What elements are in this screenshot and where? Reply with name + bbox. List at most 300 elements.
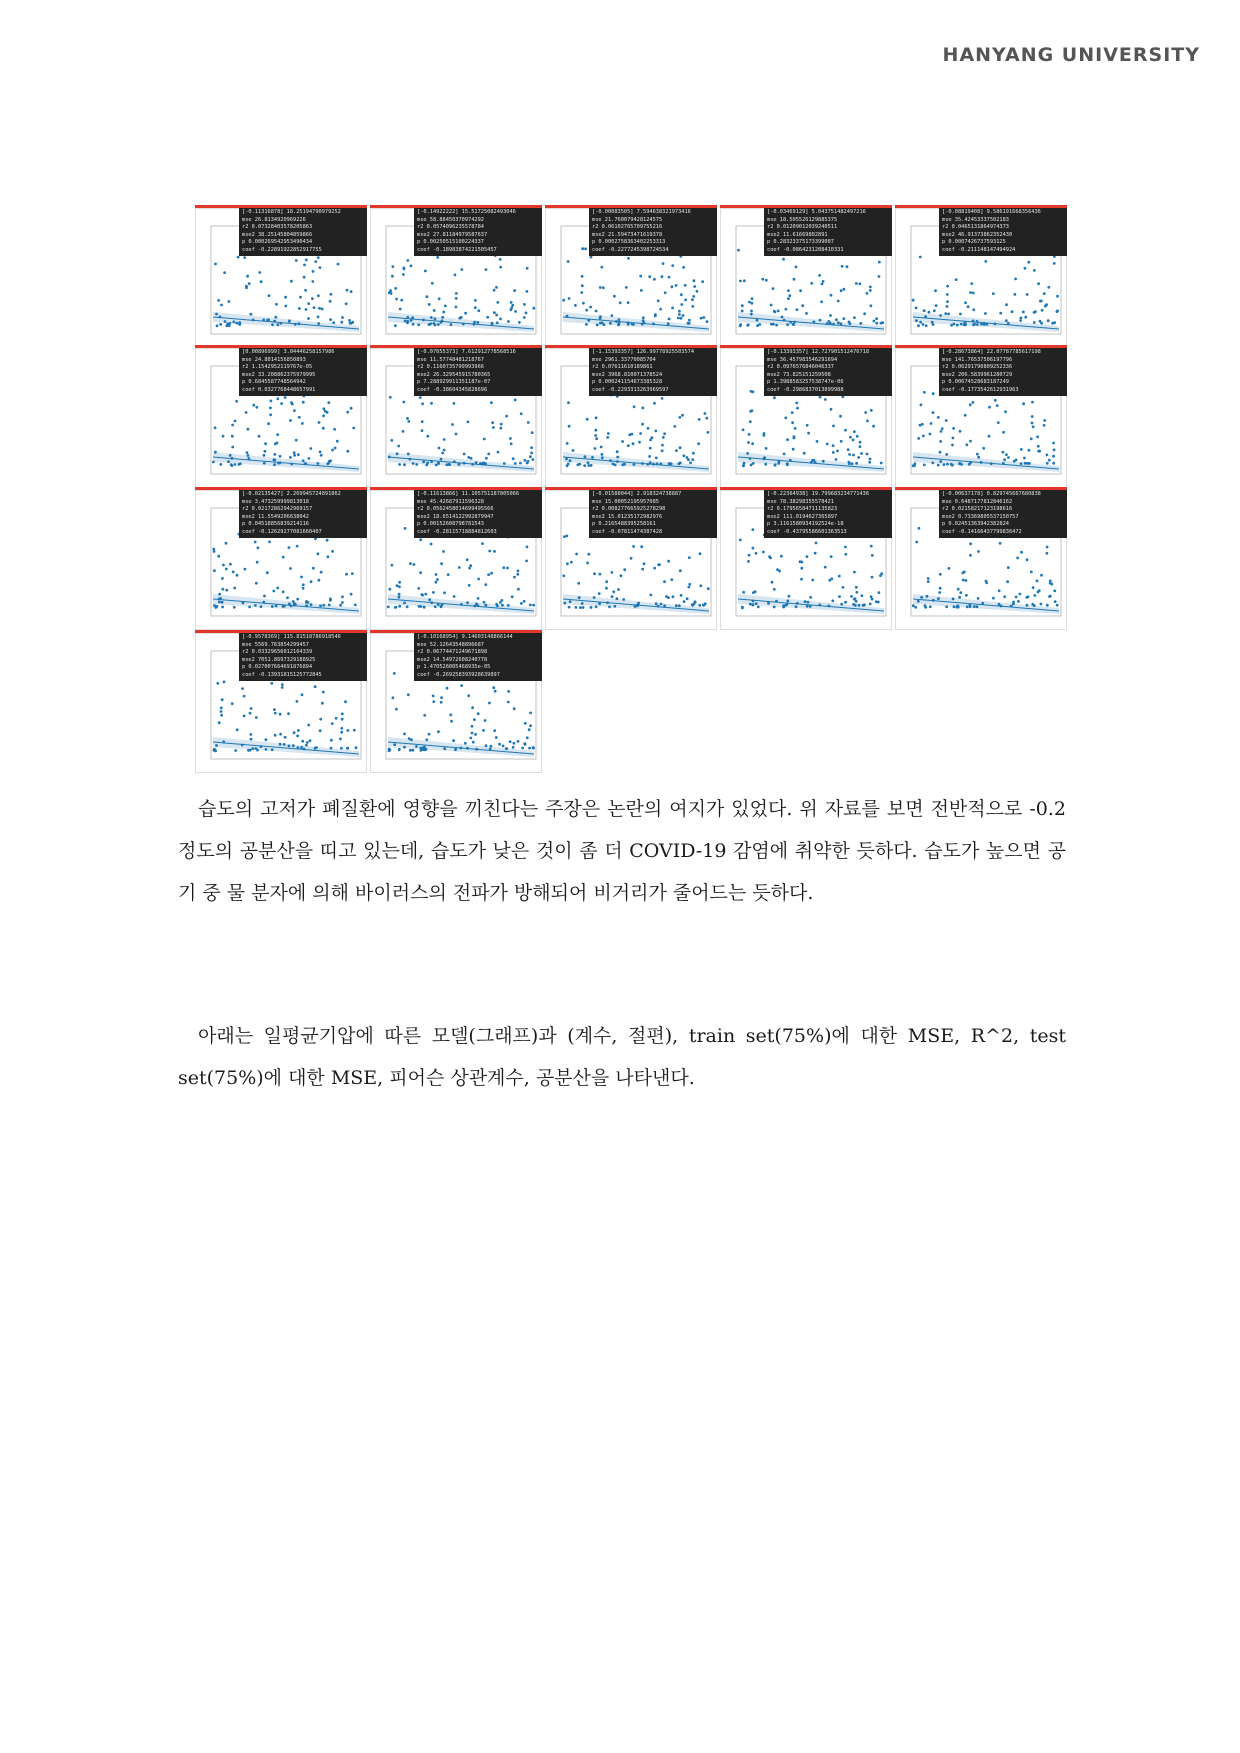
data-point (474, 299, 477, 302)
data-point (488, 702, 491, 705)
figure-panel-2 (370, 205, 542, 348)
data-point (231, 435, 234, 438)
data-point (961, 572, 964, 575)
data-point (750, 390, 753, 393)
metric-line: p 0.02451363942382824 (942, 521, 1009, 528)
data-point (842, 586, 845, 589)
figure-panel-7 (370, 345, 542, 488)
confidence-band (913, 594, 1059, 614)
data-point (219, 463, 222, 466)
data-point (421, 429, 424, 432)
data-point (279, 713, 282, 716)
data-point (671, 307, 674, 310)
data-point (1012, 601, 1015, 604)
data-point (686, 597, 689, 600)
confidence-band (913, 452, 1059, 472)
data-point (661, 449, 664, 452)
data-point (595, 310, 598, 313)
metric-line: coef -0.2277245398724534 (592, 246, 669, 253)
metric-line: mse2 33.208862375979995 (242, 371, 316, 378)
data-point (424, 593, 427, 596)
data-point (265, 738, 268, 741)
data-point (274, 443, 277, 446)
data-point (856, 435, 859, 438)
data-point (661, 397, 664, 400)
data-point (505, 415, 508, 418)
data-point (250, 738, 253, 741)
regression-output-terminal (239, 633, 367, 681)
data-point (918, 527, 921, 530)
data-point (853, 598, 856, 601)
data-point (247, 428, 250, 431)
coef-intercept-line: [-0.13393357] 12.727901512476718 (767, 349, 870, 355)
data-point (495, 286, 498, 289)
data-point (590, 256, 593, 259)
data-point (485, 457, 488, 460)
data-point (617, 588, 620, 591)
data-point (419, 571, 422, 574)
data-point (284, 305, 287, 308)
metric-line: p 0.000241154673385328 (592, 379, 663, 386)
confidence-band (563, 452, 709, 472)
data-point (932, 411, 935, 414)
data-point (777, 310, 780, 313)
data-point (1052, 462, 1055, 465)
data-point (869, 289, 872, 292)
metric-line: mse2 38.25145804859866 (242, 231, 313, 238)
data-point (219, 323, 222, 326)
data-point (244, 568, 247, 571)
data-point (593, 572, 596, 575)
metric-line: coef -0.12629277081660407 (242, 528, 322, 535)
data-point (941, 427, 944, 430)
data-point (1049, 595, 1052, 598)
data-point (352, 427, 355, 430)
data-point (499, 258, 502, 261)
data-point (853, 316, 856, 319)
data-point (403, 733, 406, 736)
data-point (258, 271, 261, 274)
metric-line: p 0.00152608798781543 (417, 521, 484, 528)
data-point (575, 553, 578, 556)
data-point (299, 296, 302, 299)
data-point (1014, 278, 1017, 281)
data-point (298, 416, 301, 419)
data-point (859, 445, 862, 448)
metric-line: coef -0.07811474387428 (592, 528, 663, 535)
data-point (1003, 458, 1006, 461)
data-point (389, 396, 392, 399)
data-point (263, 595, 266, 598)
metric-line: mse2 46.91373862352430 (942, 231, 1013, 238)
data-point (606, 436, 609, 439)
data-point (300, 576, 303, 579)
regression-output-terminal (764, 208, 892, 256)
data-point (517, 588, 520, 591)
data-point (640, 289, 643, 292)
data-point (254, 541, 257, 544)
data-point (472, 741, 475, 744)
data-point (985, 581, 988, 584)
confidence-band (213, 594, 359, 614)
metric-line: mse 3.473259999813018 (242, 498, 309, 505)
data-point (577, 582, 580, 585)
data-point (269, 413, 272, 416)
data-point (594, 429, 597, 432)
data-point (605, 580, 608, 583)
data-point (689, 461, 692, 464)
data-point (682, 314, 685, 317)
data-point (838, 595, 841, 598)
data-point (513, 707, 516, 710)
data-point (293, 731, 296, 734)
data-point (663, 580, 666, 583)
data-point (344, 700, 347, 703)
data-point (529, 712, 532, 715)
data-point (339, 604, 342, 607)
data-point (970, 282, 973, 285)
data-point (432, 695, 435, 698)
data-point (263, 454, 266, 457)
data-point (290, 280, 293, 283)
data-point (831, 599, 834, 602)
data-point (692, 452, 695, 455)
data-point (750, 310, 753, 313)
metric-line: p 0.2165488395258161 (592, 521, 656, 528)
data-point (1016, 557, 1019, 560)
data-point (805, 312, 808, 315)
data-point (773, 396, 776, 399)
data-point (1026, 293, 1029, 296)
data-point (944, 312, 947, 315)
coef-intercept-line: [-0.14922222] 15.51725082493046 (417, 209, 516, 215)
paragraph-1-text: 습도의 고저가 폐질환에 영향을 끼친다는 주장은 논란의 여지가 있었다. 위 자료를 보면 전반적으로 -0.2정도의 공분산을 띠고 있는데, 습도가 낮은 것이 좀 더 COVID-19 감염에 취약한 듯하다. 습도가 높으면 공기 중 물 분자에 의해 바이러스의 전파가 방해되어 비거리가 줄어드는 듯하다. (178, 798, 1066, 904)
data-point (406, 259, 409, 262)
data-point (455, 306, 458, 309)
data-point (997, 421, 1000, 424)
data-point (460, 268, 463, 271)
data-point (308, 457, 311, 460)
data-point (739, 280, 742, 283)
data-point (1002, 431, 1005, 434)
coef-intercept-line: [-0.03469129] 5.043751482497216 (767, 209, 866, 215)
data-point (349, 322, 352, 325)
metric-line: mse2 14.54972608240778 (417, 656, 488, 663)
metric-line: r2 1.1542952119767e-05 (242, 364, 313, 371)
data-point (1052, 455, 1055, 458)
data-point (835, 318, 838, 321)
data-point (647, 427, 650, 430)
data-point (487, 453, 490, 456)
metric-line: coef -0.2986837013899988 (767, 386, 844, 393)
data-point (392, 696, 395, 699)
data-point (255, 582, 258, 585)
data-point (967, 305, 970, 308)
data-point (868, 461, 871, 464)
data-point (988, 406, 991, 409)
data-point (870, 409, 873, 412)
data-point (822, 280, 825, 283)
data-point (932, 392, 935, 395)
data-point (581, 247, 584, 250)
data-point (296, 735, 299, 738)
data-point (795, 266, 798, 269)
data-point (1046, 552, 1049, 555)
data-point (221, 606, 224, 609)
data-point (220, 714, 223, 717)
data-point (443, 438, 446, 441)
data-point (437, 730, 440, 733)
metric-line: mse2 111.0194627365897 (767, 513, 838, 520)
data-point (532, 604, 535, 607)
data-point (748, 554, 751, 557)
data-point (398, 748, 401, 751)
data-point (389, 289, 392, 292)
data-point (752, 547, 755, 550)
data-point (464, 742, 467, 745)
data-point (236, 574, 239, 577)
coef-intercept-line: [-0.01588044] 2.918324738887 (592, 491, 682, 497)
data-point (691, 298, 694, 301)
data-point (305, 259, 308, 262)
data-point (932, 323, 935, 326)
regression-output-terminal (939, 490, 1067, 538)
data-point (761, 278, 764, 281)
data-point (287, 712, 290, 715)
data-point (701, 280, 704, 283)
regression-output-terminal (414, 208, 542, 256)
data-point (788, 294, 791, 297)
data-point (302, 587, 305, 590)
data-point (312, 270, 315, 273)
paragraph-2-text: 아래는 일평균기압에 따른 모델(그래프)과 (계수, 절편), train set(75%)에 대한 MSE, R^2, test set(75%)에 대한 MSE, 피어슨 상관계수, 공분산을 나타낸다. (178, 1025, 1066, 1089)
data-point (499, 318, 502, 321)
data-point (698, 418, 701, 421)
data-point (412, 749, 415, 752)
data-point (341, 316, 344, 319)
data-point (824, 566, 827, 569)
data-point (341, 596, 344, 599)
data-point (234, 420, 237, 423)
data-point (739, 539, 742, 542)
data-point (836, 450, 839, 453)
data-point (855, 591, 858, 594)
confidence-band (913, 312, 1059, 332)
data-point (1004, 410, 1007, 413)
data-point (912, 299, 915, 302)
data-point (499, 266, 502, 269)
data-point (532, 458, 535, 461)
data-point (1040, 322, 1043, 325)
data-point (921, 423, 924, 426)
figure-panel-8 (545, 345, 717, 488)
data-point (807, 432, 810, 435)
data-point (801, 561, 804, 564)
data-point (529, 455, 532, 458)
data-point (612, 590, 615, 593)
data-point (284, 296, 287, 299)
data-point (607, 432, 610, 435)
data-point (835, 458, 838, 461)
coef-intercept-line: [-0.10168954] 9.14603148866144 (417, 634, 513, 640)
data-point (866, 453, 869, 456)
regression-output-terminal (939, 348, 1067, 396)
data-point (699, 552, 702, 555)
data-point (972, 401, 975, 404)
data-point (314, 685, 317, 688)
data-point (318, 421, 321, 424)
data-point (322, 427, 325, 430)
data-point (345, 302, 348, 305)
data-point (235, 400, 238, 403)
data-point (639, 275, 642, 278)
data-point (829, 314, 832, 317)
metric-line: r2 0.06291790809252336 (942, 364, 1013, 371)
data-point (406, 417, 409, 420)
metric-line: p 7.288929911351187e-07 (417, 379, 491, 386)
data-point (859, 441, 862, 444)
data-point (288, 546, 291, 549)
data-point (468, 584, 471, 587)
data-point (395, 298, 398, 301)
data-point (490, 401, 493, 404)
data-point (493, 289, 496, 292)
figure-panel-1 (195, 205, 367, 348)
data-point (530, 446, 533, 449)
data-point (436, 256, 439, 259)
data-point (302, 401, 305, 404)
data-point (498, 743, 501, 746)
data-point (1024, 267, 1027, 270)
data-point (1049, 580, 1052, 583)
data-point (455, 433, 458, 436)
regression-output-terminal (589, 208, 717, 256)
data-point (852, 439, 855, 442)
data-point (516, 573, 519, 576)
data-point (832, 425, 835, 428)
data-point (796, 407, 799, 410)
data-point (320, 571, 323, 574)
data-point (934, 289, 937, 292)
data-point (705, 417, 708, 420)
metric-line: coef -0.0864231208410331 (767, 246, 844, 253)
data-point (222, 564, 225, 567)
data-point (877, 601, 880, 604)
regression-figure-mosaic (195, 205, 1075, 765)
data-point (340, 321, 343, 324)
data-point (471, 725, 474, 728)
regression-output-terminal (589, 490, 717, 538)
data-point (855, 282, 858, 285)
data-point (450, 720, 453, 723)
figure-panel-14 (720, 487, 892, 630)
data-point (914, 606, 917, 609)
data-point (930, 422, 933, 425)
metric-line: mse2 15.01235172982976 (592, 513, 663, 520)
data-point (1033, 594, 1036, 597)
data-point (924, 606, 927, 609)
coef-intercept-line: [-0.00637178] 0.829745667680838 (942, 491, 1041, 497)
data-point (1027, 261, 1030, 264)
data-point (661, 444, 664, 447)
data-point (310, 580, 313, 583)
data-point (297, 729, 300, 732)
data-point (309, 739, 312, 742)
data-point (672, 595, 675, 598)
data-point (398, 605, 401, 608)
data-point (249, 313, 252, 316)
data-point (762, 434, 765, 437)
university-header: HANYANG UNIVERSITY (942, 44, 1200, 66)
data-point (1037, 282, 1040, 285)
data-point (771, 581, 774, 584)
metric-line: coef -0.22891922852917755 (242, 246, 322, 253)
data-point (871, 554, 874, 557)
data-point (229, 563, 232, 566)
data-point (257, 546, 260, 549)
data-point (873, 320, 876, 323)
figure-panel-6 (195, 345, 367, 488)
data-point (659, 308, 662, 311)
data-point (940, 430, 943, 433)
data-point (1045, 303, 1048, 306)
data-point (221, 698, 224, 701)
data-point (289, 419, 292, 422)
data-point (673, 425, 676, 428)
data-point (225, 589, 228, 592)
data-point (815, 542, 818, 545)
data-point (946, 305, 949, 308)
data-point (477, 597, 480, 600)
metric-line: coef -0.28115718884812603 (417, 528, 497, 535)
data-point (655, 457, 658, 460)
data-point (840, 440, 843, 443)
data-point (255, 716, 258, 719)
data-point (421, 420, 424, 423)
data-point (1025, 596, 1028, 599)
data-point (671, 285, 674, 288)
metric-line: mse 52.12643548896687 (417, 641, 484, 648)
data-point (878, 275, 881, 278)
data-point (526, 290, 529, 293)
data-point (301, 693, 304, 696)
data-point (513, 742, 516, 745)
data-point (857, 456, 860, 459)
data-point (843, 288, 846, 291)
regression-output-terminal (939, 208, 1067, 256)
data-point (1003, 595, 1006, 598)
data-point (502, 566, 505, 569)
data-point (742, 591, 745, 594)
data-point (404, 527, 407, 530)
data-point (333, 428, 336, 431)
data-point (403, 267, 406, 270)
data-point (682, 454, 685, 457)
data-point (341, 601, 344, 604)
data-point (762, 551, 765, 554)
data-point (707, 587, 710, 590)
data-point (964, 414, 967, 417)
data-point (264, 450, 267, 453)
data-point (524, 459, 527, 462)
confidence-band (563, 594, 709, 614)
data-point (654, 430, 657, 433)
data-point (469, 737, 472, 740)
data-point (319, 451, 322, 454)
data-point (514, 399, 517, 402)
data-point (641, 423, 644, 426)
data-point (923, 391, 926, 394)
